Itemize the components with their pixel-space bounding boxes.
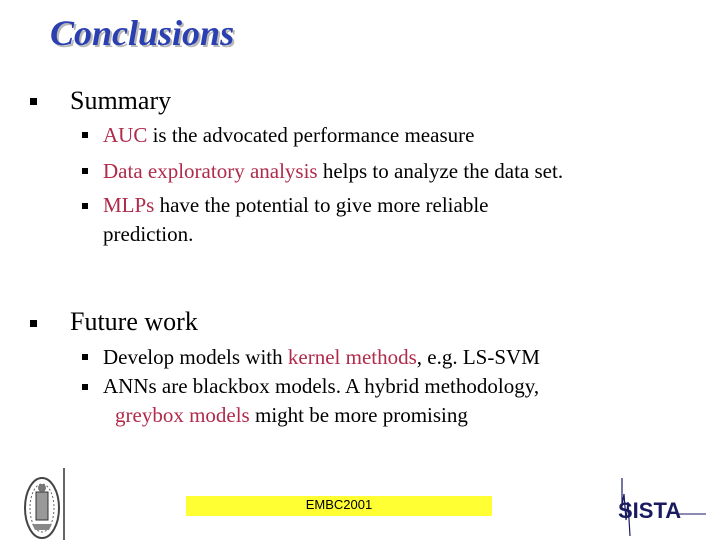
future-item-1-pre: Develop models with	[103, 345, 288, 369]
summary-item-2-highlight: Data exploratory analysis	[103, 159, 318, 183]
summary-item-2	[103, 157, 563, 186]
bullet-icon	[30, 98, 37, 105]
bullet-icon	[82, 203, 88, 209]
bullet-icon	[82, 168, 88, 174]
future-item-2	[103, 372, 539, 430]
future-heading: Future work	[70, 307, 198, 336]
summary-item-1	[103, 121, 474, 150]
summary-item-2-text: helps to analyze the data set.	[317, 159, 564, 183]
slide-title: Conclusions	[50, 13, 235, 53]
sista-logo	[614, 476, 708, 536]
sista-logo-text: SISTA	[618, 498, 682, 523]
summary-item-1-text: is the advocated performance measure	[147, 123, 475, 147]
summary-item-1-highlight: AUC	[103, 123, 148, 147]
future-item-1	[103, 343, 540, 372]
bullet-icon	[82, 384, 88, 390]
bullet-icon	[82, 354, 88, 360]
bullet-icon	[82, 132, 88, 138]
summary-item-3-highlight: MLPs	[103, 193, 155, 217]
future-item-1-text: , e.g. LS-SVM	[416, 345, 540, 369]
bullet-icon	[30, 320, 37, 327]
summary-item-3-text: have the potential to give more reliable	[154, 193, 489, 217]
future-item-2-pre: ANNs are blackbox models. A hybrid methodology,	[103, 374, 540, 398]
future-item-2-text: might be more promising	[249, 403, 468, 427]
university-seal-logo	[22, 468, 66, 540]
summary-item-3	[103, 191, 488, 249]
future-item-1-highlight: kernel methods	[287, 345, 417, 369]
summary-item-3-line2: prediction.	[103, 222, 194, 246]
footer-label: EMBC2001	[186, 496, 492, 516]
future-item-2-highlight: greybox models	[115, 403, 250, 427]
summary-heading: Summary	[70, 86, 172, 115]
